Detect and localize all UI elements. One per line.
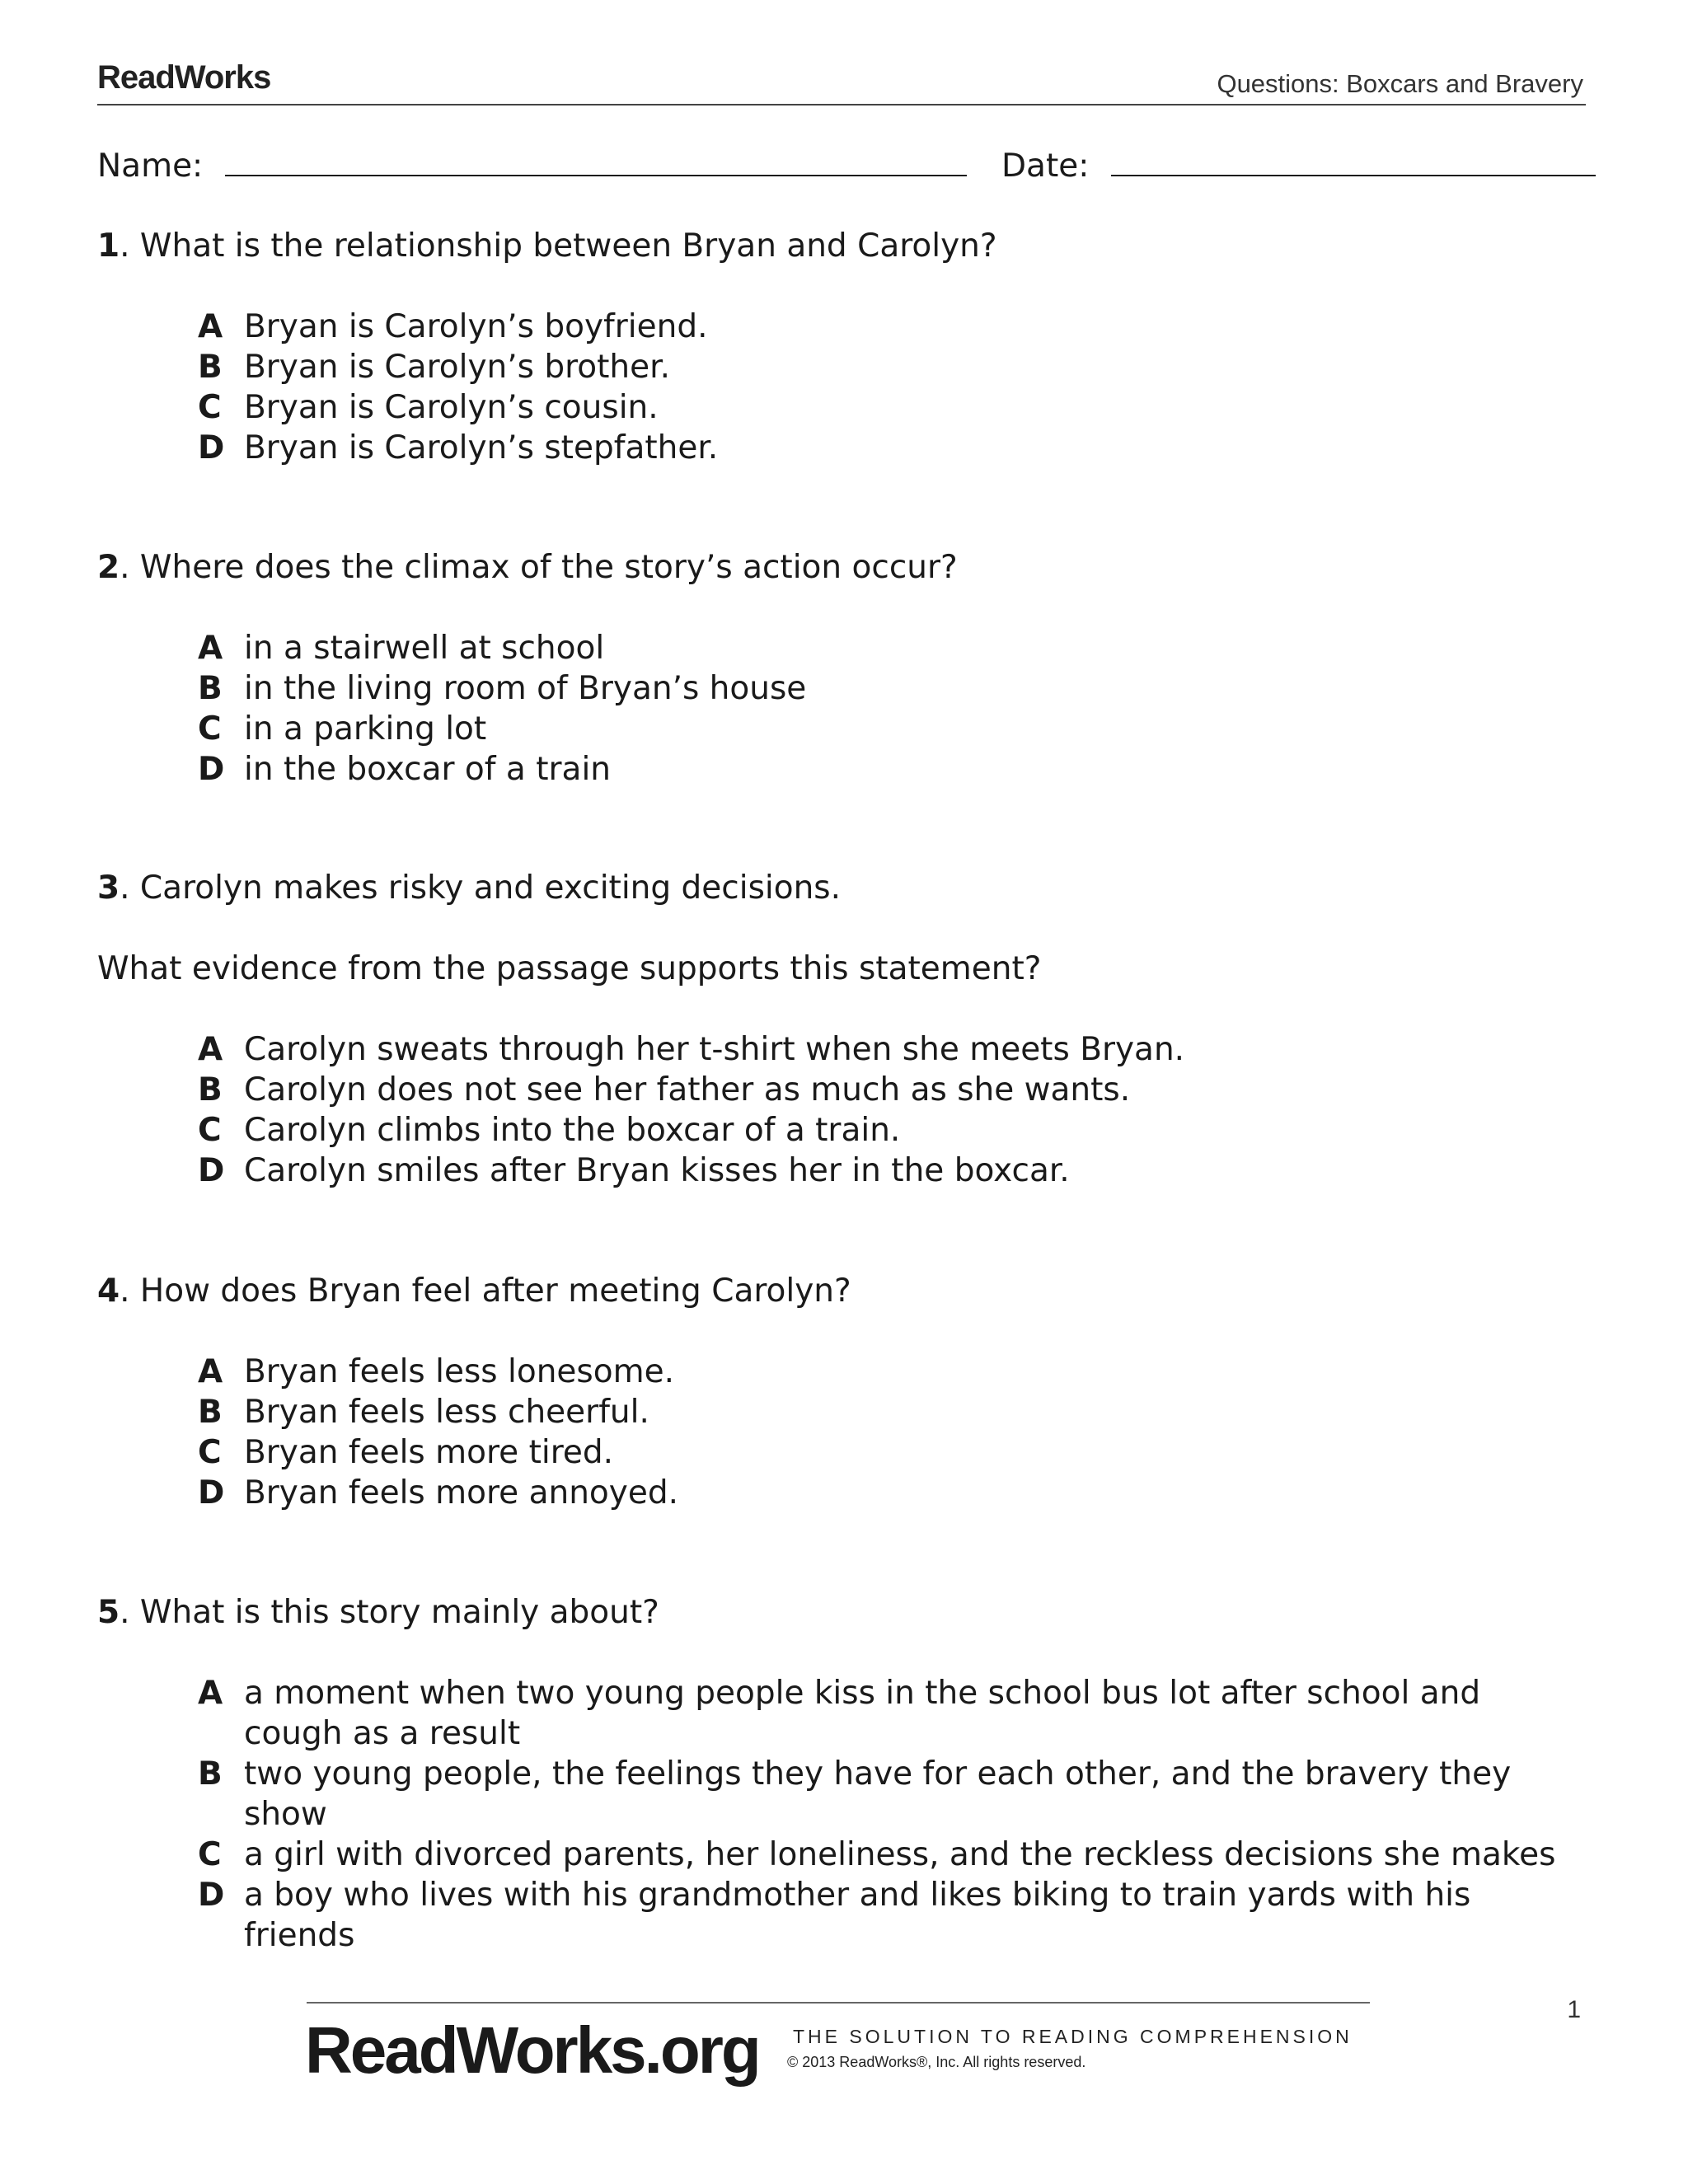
copyright-notice: © 2013 ReadWorks®, Inc. All rights reserved. [787, 2054, 1086, 2070]
option-text: in a parking lot [244, 710, 487, 748]
option-text: a moment when two young people kiss in the school bus lot after school and cough as a result [244, 1675, 1481, 1752]
question-number: 2 [97, 549, 120, 586]
name-label: Name: [97, 148, 204, 185]
question-4 [97, 1271, 1586, 1513]
option-text: Carolyn smiles after Bryan kisses her in the boxcar. [244, 1152, 1070, 1189]
option-letter: D [198, 1474, 225, 1511]
question-stem [97, 226, 1586, 266]
question-stem [97, 547, 1586, 588]
answer-option-b[interactable] [97, 1070, 1586, 1110]
option-text: a boy who lives with his grandmother and likes biking to train yards with his friends [244, 1877, 1471, 1954]
readworks-logo: ReadWorks [97, 59, 271, 96]
option-text: a girl with divorced parents, her loneliness, and the reckless decisions she makes [244, 1836, 1556, 1873]
answer-option-a[interactable] [97, 307, 1586, 347]
answer-option-c[interactable] [97, 1432, 1586, 1473]
question-number: 1 [97, 227, 120, 265]
option-letter: C [198, 1112, 222, 1149]
option-letter: C [198, 389, 222, 426]
question-text: . What is this story mainly about? [120, 1594, 659, 1631]
answer-option-c[interactable] [97, 1835, 1586, 1875]
option-letter: A [198, 630, 223, 667]
option-letter: B [198, 1755, 223, 1793]
option-letter: C [198, 710, 222, 748]
answer-option-a[interactable] [97, 628, 1586, 668]
question-text: . What is the relationship between Bryan and Carolyn? [120, 227, 997, 265]
date-field[interactable] [1111, 145, 1596, 176]
answer-option-a[interactable] [97, 1352, 1586, 1392]
option-text: Bryan feels more tired. [244, 1434, 614, 1471]
question-text: . How does Bryan feel after meeting Carolyn? [120, 1272, 851, 1310]
date-label: Date: [1001, 148, 1090, 185]
readworks-org-logo: ReadWorks.org [305, 2013, 759, 2087]
question-number: 5 [97, 1594, 120, 1631]
question-stem [97, 868, 1586, 908]
question-1 [97, 226, 1586, 468]
answer-option-d[interactable] [97, 1151, 1586, 1191]
question-prompt: What evidence from the passage supports this statement? [97, 950, 1042, 987]
question-stem [97, 1271, 1586, 1311]
answer-option-a[interactable] [97, 1029, 1586, 1070]
footer-tagline: THE SOLUTION TO READING COMPREHENSION [793, 2026, 1353, 2047]
option-letter: D [198, 751, 225, 788]
question-3 [97, 868, 1586, 1191]
option-letter: A [198, 308, 223, 345]
option-text: Carolyn does not see her father as much as she wants. [244, 1071, 1131, 1108]
worksheet-title: Questions: Boxcars and Bravery [1217, 69, 1583, 98]
answer-option-d[interactable] [97, 1875, 1586, 1956]
option-letter: A [198, 1031, 223, 1068]
question-2 [97, 547, 1586, 790]
answer-option-d[interactable] [97, 749, 1586, 790]
option-letter: A [198, 1353, 223, 1390]
option-text: Bryan is Carolyn’s boyfriend. [244, 308, 708, 345]
name-date-row [97, 145, 1586, 187]
option-text: Bryan is Carolyn’s cousin. [244, 389, 659, 426]
option-letter: B [198, 1071, 223, 1108]
option-text: Bryan is Carolyn’s brother. [244, 349, 670, 386]
option-letter: B [198, 670, 223, 707]
option-letter: A [198, 1675, 223, 1712]
question-number: 4 [97, 1272, 120, 1310]
name-field[interactable] [225, 145, 967, 176]
option-text: in the living room of Bryan’s house [244, 670, 807, 707]
option-text: two young people, the feelings they have for each other, and the bravery they show [244, 1755, 1512, 1833]
answer-option-d[interactable] [97, 1473, 1586, 1513]
option-text: Carolyn climbs into the boxcar of a train. [244, 1112, 901, 1149]
answer-option-c[interactable] [97, 709, 1586, 749]
answer-option-b[interactable] [97, 1392, 1586, 1432]
answer-option-c[interactable] [97, 1110, 1586, 1151]
option-text: Carolyn sweats through her t-shirt when she meets Bryan. [244, 1031, 1185, 1068]
answer-option-a[interactable] [97, 1673, 1586, 1754]
option-letter: B [198, 349, 223, 386]
header-divider [97, 104, 1586, 105]
option-letter: C [198, 1836, 222, 1873]
option-text: Bryan is Carolyn’s stepfather. [244, 429, 719, 466]
option-letter: C [198, 1434, 222, 1471]
option-letter: D [198, 1877, 225, 1914]
answer-option-c[interactable] [97, 387, 1586, 428]
option-letter: B [198, 1394, 223, 1431]
answer-option-d[interactable] [97, 428, 1586, 468]
option-letter: D [198, 1152, 225, 1189]
answer-option-b[interactable] [97, 668, 1586, 709]
footer-divider [307, 2002, 1370, 2004]
answer-option-b[interactable] [97, 347, 1586, 387]
option-text: in a stairwell at school [244, 630, 605, 667]
answer-option-b[interactable] [97, 1754, 1586, 1835]
question-text: . Carolyn makes risky and exciting decisions. [120, 869, 842, 907]
question-5 [97, 1592, 1586, 1956]
option-text: Bryan feels less cheerful. [244, 1394, 649, 1431]
page-number: 1 [1567, 1996, 1581, 2023]
option-letter: D [198, 429, 225, 466]
option-text: in the boxcar of a train [244, 751, 611, 788]
question-stem [97, 1592, 1586, 1633]
question-number: 3 [97, 869, 120, 907]
option-text: Bryan feels less lonesome. [244, 1353, 674, 1390]
question-text: . Where does the climax of the story’s action occur? [120, 549, 958, 586]
option-text: Bryan feels more annoyed. [244, 1474, 678, 1511]
